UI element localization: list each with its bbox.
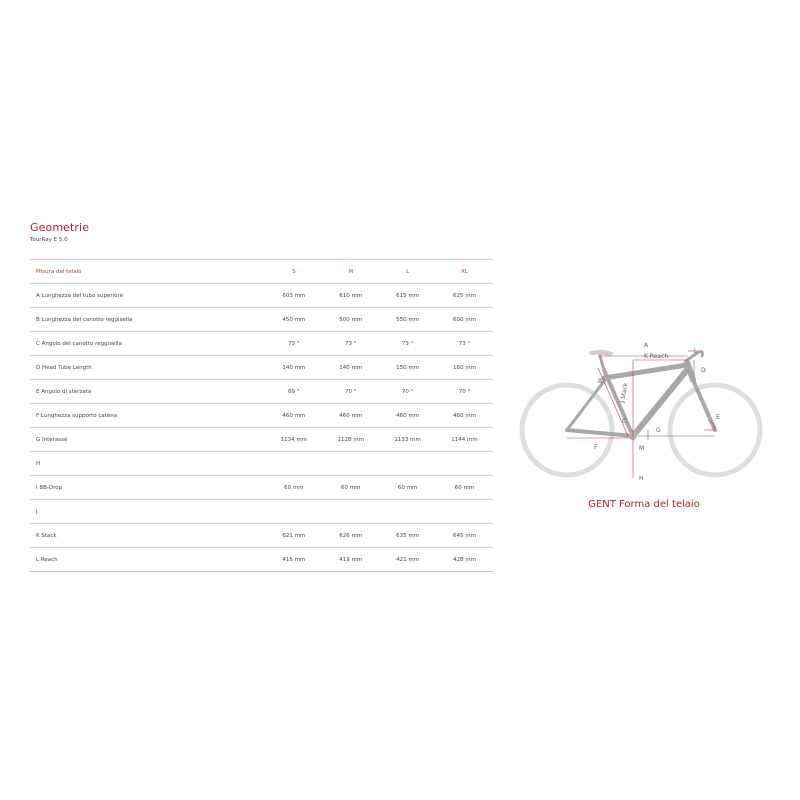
- table-cell: 635 mm: [379, 524, 436, 548]
- chain-stay: [567, 430, 633, 436]
- table-cell: [436, 452, 493, 476]
- table-row: [30, 356, 493, 380]
- row-label: G Interasse: [30, 428, 265, 452]
- table-cell: 60 mm: [265, 476, 322, 500]
- table-row: [30, 284, 493, 308]
- table-cell: 421 mm: [379, 548, 436, 572]
- row-label: A Lunghezza del tubo superiore: [30, 284, 265, 308]
- label-e: E: [716, 414, 720, 421]
- table-cell: 460 mm: [379, 404, 436, 428]
- table-cell: 70 °: [379, 380, 436, 404]
- page-title: Geometrie: [30, 221, 90, 234]
- column-header: L: [379, 260, 436, 284]
- label-m: M: [639, 445, 645, 452]
- table-row: [30, 476, 493, 500]
- row-label: C Angolo del canotto reggisella: [30, 332, 265, 356]
- column-header: XL: [436, 260, 493, 284]
- label-f: F: [594, 444, 598, 451]
- table-cell: 625 mm: [436, 284, 493, 308]
- table-cell: 1128 mm: [322, 428, 379, 452]
- table-cell: 60 mm: [379, 476, 436, 500]
- label-g: G: [656, 427, 661, 434]
- seat-post: [600, 356, 604, 370]
- label-k-reach: K Reach: [644, 353, 669, 360]
- table-cell: 428 mm: [436, 548, 493, 572]
- table-cell: 1134 mm: [265, 428, 322, 452]
- table-cell: 140 mm: [322, 356, 379, 380]
- row-label: B Lunghezza del canotto reggisella: [30, 308, 265, 332]
- diagram-caption: GENT Forma del telaio: [588, 499, 700, 510]
- row-label: E Angolo di sterzata: [30, 380, 265, 404]
- table-cell: 626 mm: [322, 524, 379, 548]
- label-c: C: [622, 418, 627, 425]
- label-a: A: [644, 342, 649, 349]
- row-label: J: [30, 500, 265, 524]
- table-cell: 610 mm: [322, 284, 379, 308]
- table-cell: 603 mm: [265, 284, 322, 308]
- table-cell: 600 mm: [436, 308, 493, 332]
- table-cell: 160 mm: [436, 356, 493, 380]
- bike-frame-diagram: [518, 330, 770, 490]
- table-cell: 140 mm: [265, 356, 322, 380]
- page-subtitle: TourRay E 5.0: [30, 237, 68, 243]
- table-row: [30, 308, 493, 332]
- label-b: B: [598, 378, 603, 385]
- table-row: [30, 428, 493, 452]
- table-header-row: [30, 260, 493, 284]
- table-cell: 73 °: [379, 332, 436, 356]
- row-label: I BB-Drop: [30, 476, 265, 500]
- table-cell: [322, 452, 379, 476]
- top-tube: [604, 365, 687, 378]
- table-cell: 73 °: [436, 332, 493, 356]
- head-tube: [687, 362, 693, 380]
- geometry-table: [30, 259, 493, 572]
- table-cell: 615 mm: [379, 284, 436, 308]
- table-cell: 419 mm: [322, 548, 379, 572]
- table-cell: 150 mm: [379, 356, 436, 380]
- table-cell: [436, 500, 493, 524]
- column-header: Misura del telaio: [30, 260, 265, 284]
- table-cell: [265, 500, 322, 524]
- label-l: L: [694, 348, 698, 355]
- table-cell: [322, 500, 379, 524]
- table-row: [30, 500, 493, 524]
- table-row: [30, 524, 493, 548]
- label-d: D: [701, 367, 706, 374]
- table-cell: 70 °: [322, 380, 379, 404]
- row-label: D Head Tube Length: [30, 356, 265, 380]
- table-row: [30, 380, 493, 404]
- table-cell: 60 mm: [322, 476, 379, 500]
- table-cell: 60 mm: [436, 476, 493, 500]
- table-cell: [265, 452, 322, 476]
- table-cell: 450 mm: [265, 308, 322, 332]
- table-cell: [379, 500, 436, 524]
- table-cell: 460 mm: [322, 404, 379, 428]
- table-cell: 621 mm: [265, 524, 322, 548]
- table-cell: 460 mm: [265, 404, 322, 428]
- table-cell: 1133 mm: [379, 428, 436, 452]
- table-cell: 73 °: [322, 332, 379, 356]
- column-header: S: [265, 260, 322, 284]
- table-cell: 70 °: [436, 380, 493, 404]
- table-cell: 1144 mm: [436, 428, 493, 452]
- table-cell: 645 mm: [436, 524, 493, 548]
- table-row: [30, 548, 493, 572]
- row-label: L Reach: [30, 548, 265, 572]
- row-label: K Stack: [30, 524, 265, 548]
- table-cell: 460 mm: [436, 404, 493, 428]
- column-header: M: [322, 260, 379, 284]
- table-row: [30, 404, 493, 428]
- table-cell: 69 °: [265, 380, 322, 404]
- row-label: H: [30, 452, 265, 476]
- table-row: [30, 452, 493, 476]
- label-h: H: [639, 475, 644, 482]
- table-cell: 415 mm: [265, 548, 322, 572]
- table-cell: 550 mm: [379, 308, 436, 332]
- row-label: F Lunghezza supporto catena: [30, 404, 265, 428]
- label-j-stack: J Stack: [619, 382, 630, 404]
- table-row: [30, 332, 493, 356]
- table-cell: 500 mm: [322, 308, 379, 332]
- table-cell: 73 °: [265, 332, 322, 356]
- table-cell: [379, 452, 436, 476]
